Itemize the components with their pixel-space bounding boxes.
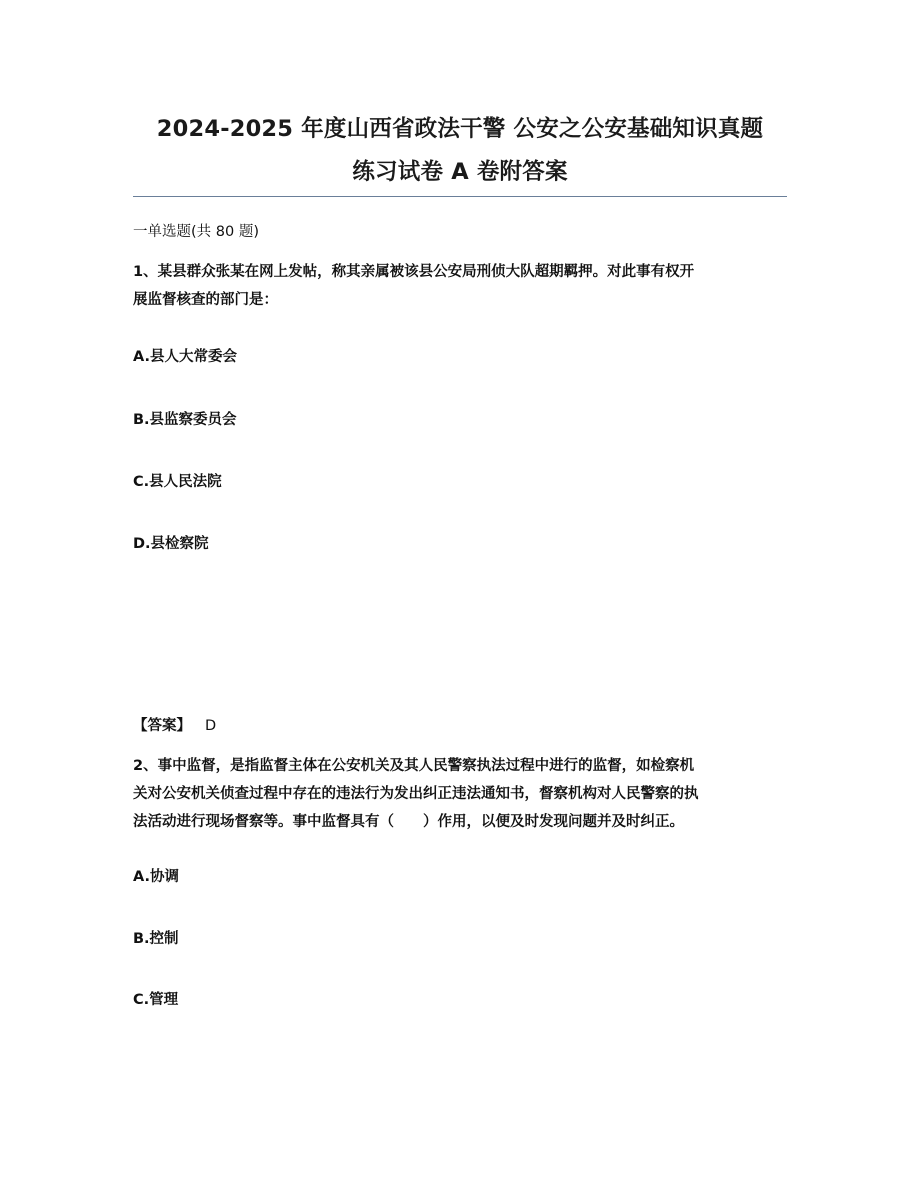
question-2-stem-line: 法活动进行现场督察等。事中监督具有（ ）作用，以便及时发现问题并及时纠正。: [133, 814, 684, 830]
question-1-stem-line: 展监督核查的部门是：: [133, 292, 278, 308]
question-2-option-b: B.控制: [133, 931, 179, 947]
question-2-stem-line: 2、事中监督，是指监督主体在公安机关及其人民警察执法过程中进行的监督，如检察机: [133, 758, 695, 774]
question-2-stem: [133, 752, 787, 836]
question-1-answer: [133, 712, 787, 740]
question-1-stem: [133, 258, 787, 314]
section-heading: 一单选题(共 80 题): [133, 224, 259, 240]
question-1-stem-line: 1、某县群众张某在网上发帖，称其亲属被该县公安局刑侦大队超期羁押。对此事有权开: [133, 264, 695, 280]
question-1-option-d: D.县检察院: [133, 536, 209, 552]
title-divider: [133, 196, 787, 197]
document-title: [133, 108, 787, 194]
question-2-option-c: C.管理: [133, 992, 179, 1008]
question-1-option-a: A.县人大常委会: [133, 349, 237, 365]
title-line-2: 练习试卷 A 卷附答案: [352, 159, 568, 185]
answer-label: 【答案】: [133, 718, 191, 734]
title-line-1: 2024-2025 年度山西省政法干警 公安之公安基础知识真题: [156, 116, 764, 142]
question-2-option-a: A.协调: [133, 869, 179, 885]
question-2-stem-line: 关对公安机关侦查过程中存在的违法行为发出纠正违法通知书，督察机构对人民警察的执: [133, 786, 699, 802]
question-1-option-b: B.县监察委员会: [133, 412, 237, 428]
answer-value: D: [205, 718, 217, 734]
question-1-option-c: C.县人民法院: [133, 474, 222, 490]
